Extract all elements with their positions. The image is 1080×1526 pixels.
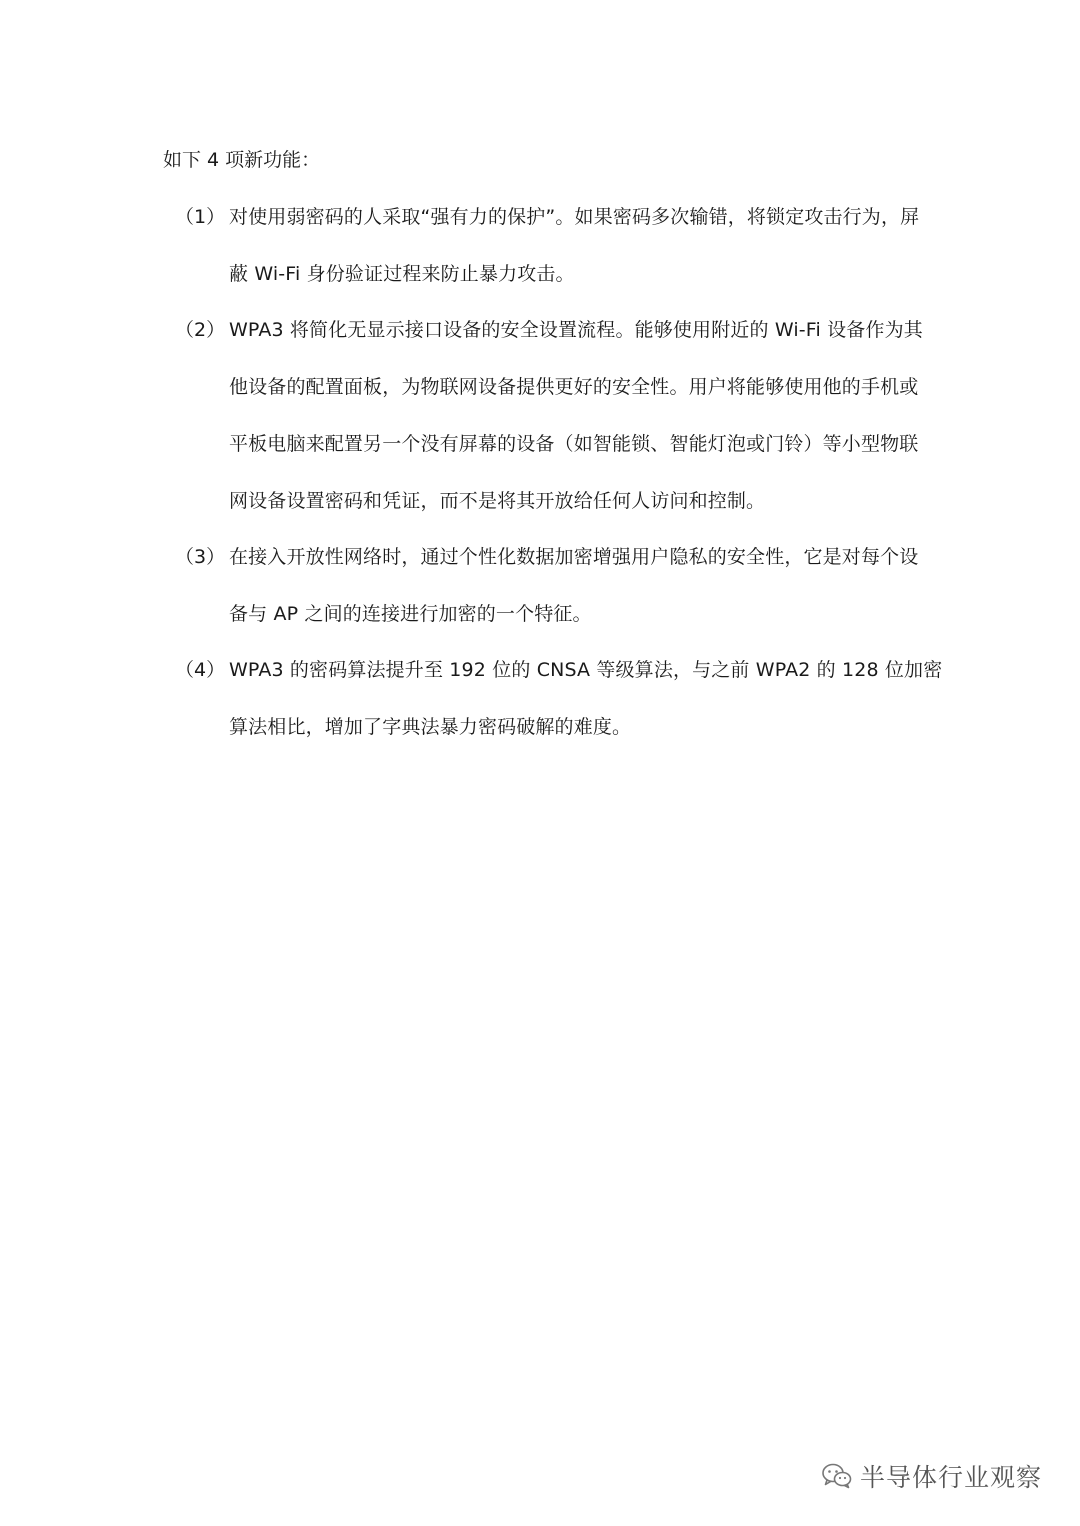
item-line: 平板电脑来配置另一个没有屏幕的设备（如智能锁、智能灯泡或门铃）等小型物联 — [229, 433, 919, 455]
intro-text: 如下 4 项新功能： — [163, 149, 321, 171]
item-number: （3） — [175, 546, 226, 568]
watermark-text: 半导体行业观察 — [860, 1463, 1043, 1492]
item-line: 备与 AP 之间的连接进行加密的一个特征。 — [229, 603, 592, 625]
wechat-icon — [822, 1463, 852, 1493]
item-number: （2） — [175, 319, 226, 341]
item-number: （4） — [175, 659, 226, 681]
item-line: 算法相比，增加了字典法暴力密码破解的难度。 — [229, 716, 632, 738]
item-line: 对使用弱密码的人采取“强有力的保护”。如果密码多次输错，将锁定攻击行为，屏 — [229, 206, 920, 228]
item-line: 网设备设置密码和凭证，而不是将其开放给任何人访问和控制。 — [229, 490, 766, 512]
item-line: 在接入开放性网络时，通过个性化数据加密增强用户隐私的安全性，它是对每个设 — [229, 546, 919, 568]
item-line: WPA3 的密码算法提升至 192 位的 CNSA 等级算法，与之前 WPA2 的 128 位加密 — [229, 659, 943, 681]
item-line: 他设备的配置面板，为物联网设备提供更好的安全性。用户将能够使用他的手机或 — [229, 376, 919, 398]
item-number: （1） — [175, 206, 226, 228]
item-line: WPA3 将简化无显示接口设备的安全设置流程。能够使用附近的 Wi-Fi 设备作为其 — [229, 319, 923, 341]
watermark — [822, 1462, 1042, 1494]
item-line: 蔽 Wi-Fi 身份验证过程来防止暴力攻击。 — [229, 263, 575, 285]
